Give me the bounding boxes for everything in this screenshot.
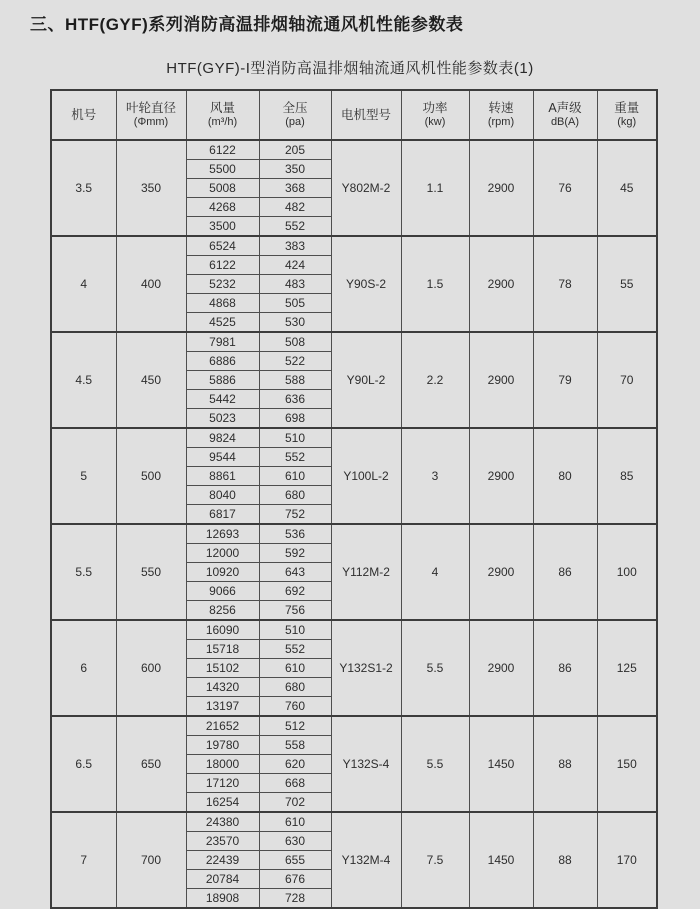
column-header-unit: (rpm) [487,116,515,128]
cell-air-flow: 4268 [186,198,259,217]
cell-air-flow: 4525 [186,313,259,333]
cell-speed: 1450 [469,812,533,908]
cell-air-flow: 6524 [186,236,259,256]
cell-air-flow: 8861 [186,467,259,486]
cell-noise-level: 79 [533,332,597,428]
column-header-label: 叶轮直径 [125,101,176,115]
cell-air-flow: 6817 [186,505,259,525]
cell-air-flow: 9824 [186,428,259,448]
cell-total-pressure: 760 [259,697,331,717]
cell-total-pressure: 483 [259,275,331,294]
cell-total-pressure: 655 [259,851,331,870]
column-header-unit: (pa) [285,116,305,128]
cell-total-pressure: 558 [259,736,331,755]
cell-total-pressure: 680 [259,678,331,697]
column-header-impeller-diameter [116,90,186,140]
cell-air-flow: 15718 [186,640,259,659]
table-row [51,140,657,160]
cell-total-pressure: 610 [259,467,331,486]
cell-noise-level: 86 [533,620,597,716]
cell-power: 3 [401,428,469,524]
cell-air-flow: 24380 [186,812,259,832]
cell-air-flow: 19780 [186,736,259,755]
cell-total-pressure: 522 [259,352,331,371]
table-row [51,428,657,448]
cell-impeller-diameter: 500 [116,428,186,524]
cell-impeller-diameter: 350 [116,140,186,236]
cell-noise-level: 78 [533,236,597,332]
cell-total-pressure: 536 [259,524,331,544]
cell-air-flow: 4868 [186,294,259,313]
cell-total-pressure: 510 [259,428,331,448]
cell-total-pressure: 552 [259,217,331,237]
fan-performance-table [50,89,658,909]
table-row [51,620,657,640]
table-row [51,332,657,352]
column-header-unit: (m³/h) [207,116,238,128]
cell-total-pressure: 636 [259,390,331,409]
cell-air-flow: 6886 [186,352,259,371]
cell-total-pressure: 698 [259,409,331,429]
cell-air-flow: 5023 [186,409,259,429]
cell-total-pressure: 205 [259,140,331,160]
cell-power: 2.2 [401,332,469,428]
table-header [51,90,657,140]
cell-model-no: 4.5 [51,332,116,428]
cell-power: 1.1 [401,140,469,236]
column-header-total-pressure [259,90,331,140]
table-row [51,236,657,256]
cell-weight: 45 [597,140,657,236]
cell-model-no: 7 [51,812,116,908]
table-row [51,716,657,736]
cell-power: 4 [401,524,469,620]
cell-total-pressure: 610 [259,659,331,678]
cell-motor-model: Y132S-4 [331,716,401,812]
cell-air-flow: 8040 [186,486,259,505]
cell-speed: 2900 [469,332,533,428]
column-header-label: 重量 [614,101,640,115]
table-row [51,812,657,832]
cell-weight: 85 [597,428,657,524]
cell-total-pressure: 620 [259,755,331,774]
column-header-unit: (kg) [617,116,637,128]
cell-noise-level: 88 [533,812,597,908]
cell-impeller-diameter: 700 [116,812,186,908]
column-header-air-flow [186,90,259,140]
cell-total-pressure: 702 [259,793,331,813]
column-header-unit: dB(A) [550,116,580,128]
cell-total-pressure: 482 [259,198,331,217]
cell-speed: 2900 [469,428,533,524]
cell-air-flow: 12693 [186,524,259,544]
cell-total-pressure: 552 [259,448,331,467]
cell-total-pressure: 680 [259,486,331,505]
cell-noise-level: 80 [533,428,597,524]
cell-noise-level: 88 [533,716,597,812]
cell-air-flow: 3500 [186,217,259,237]
column-header-label: 电机型号 [340,107,391,122]
cell-air-flow: 23570 [186,832,259,851]
column-header-power [401,90,469,140]
cell-air-flow: 15102 [186,659,259,678]
column-header-label: 机号 [71,107,97,122]
column-header-label: 转速 [488,101,514,115]
cell-speed: 2900 [469,140,533,236]
cell-total-pressure: 424 [259,256,331,275]
cell-air-flow: 10920 [186,563,259,582]
cell-speed: 2900 [469,620,533,716]
cell-air-flow: 21652 [186,716,259,736]
cell-air-flow: 5500 [186,160,259,179]
cell-air-flow: 18000 [186,755,259,774]
cell-total-pressure: 676 [259,870,331,889]
cell-speed: 1450 [469,716,533,812]
column-header-weight [597,90,657,140]
cell-impeller-diameter: 600 [116,620,186,716]
cell-air-flow: 5008 [186,179,259,198]
cell-model-no: 4 [51,236,116,332]
cell-motor-model: Y112M-2 [331,524,401,620]
cell-model-no: 6 [51,620,116,716]
cell-power: 5.5 [401,620,469,716]
cell-air-flow: 13197 [186,697,259,717]
cell-power: 5.5 [401,716,469,812]
cell-air-flow: 5442 [186,390,259,409]
cell-total-pressure: 756 [259,601,331,621]
cell-total-pressure: 512 [259,716,331,736]
cell-motor-model: Y132S1-2 [331,620,401,716]
column-header-unit: (Φmm) [133,116,169,128]
cell-air-flow: 16090 [186,620,259,640]
table-header-row [51,90,657,140]
cell-total-pressure: 610 [259,812,331,832]
cell-total-pressure: 592 [259,544,331,563]
cell-model-no: 5 [51,428,116,524]
cell-total-pressure: 530 [259,313,331,333]
cell-motor-model: Y90L-2 [331,332,401,428]
cell-total-pressure: 728 [259,889,331,909]
cell-model-no: 3.5 [51,140,116,236]
cell-impeller-diameter: 550 [116,524,186,620]
cell-total-pressure: 505 [259,294,331,313]
cell-speed: 2900 [469,236,533,332]
cell-total-pressure: 630 [259,832,331,851]
cell-motor-model: Y132M-4 [331,812,401,908]
cell-air-flow: 12000 [186,544,259,563]
cell-air-flow: 5886 [186,371,259,390]
cell-motor-model: Y90S-2 [331,236,401,332]
page-title: 三、HTF(GYF)系列消防高温排烟轴流通风机性能参数表 [30,15,464,34]
cell-total-pressure: 588 [259,371,331,390]
cell-weight: 170 [597,812,657,908]
cell-air-flow: 7981 [186,332,259,352]
cell-air-flow: 14320 [186,678,259,697]
column-header-speed [469,90,533,140]
cell-total-pressure: 752 [259,505,331,525]
column-header-label: 全压 [282,101,308,115]
cell-model-no: 6.5 [51,716,116,812]
cell-weight: 150 [597,716,657,812]
cell-air-flow: 17120 [186,774,259,793]
cell-total-pressure: 643 [259,563,331,582]
table-row [51,524,657,544]
cell-speed: 2900 [469,524,533,620]
cell-air-flow: 22439 [186,851,259,870]
cell-model-no: 5.5 [51,524,116,620]
cell-air-flow: 18908 [186,889,259,909]
column-header-label: A声级 [548,101,582,115]
table-caption: HTF(GYF)-I型消防高温排烟轴流通风机性能参数表(1) [166,60,534,77]
cell-air-flow: 6122 [186,256,259,275]
column-header-label: 风量 [209,101,235,115]
cell-motor-model: Y100L-2 [331,428,401,524]
column-header-model-no [51,90,116,140]
cell-impeller-diameter: 450 [116,332,186,428]
cell-power: 1.5 [401,236,469,332]
cell-impeller-diameter: 400 [116,236,186,332]
cell-total-pressure: 510 [259,620,331,640]
cell-motor-model: Y802M-2 [331,140,401,236]
column-header-label: 功率 [422,101,448,115]
cell-weight: 125 [597,620,657,716]
cell-total-pressure: 668 [259,774,331,793]
column-header-noise-level [533,90,597,140]
document-page [0,10,700,909]
cell-power: 7.5 [401,812,469,908]
cell-noise-level: 86 [533,524,597,620]
cell-total-pressure: 350 [259,160,331,179]
cell-weight: 100 [597,524,657,620]
cell-total-pressure: 383 [259,236,331,256]
cell-noise-level: 76 [533,140,597,236]
cell-air-flow: 5232 [186,275,259,294]
cell-total-pressure: 508 [259,332,331,352]
cell-air-flow: 6122 [186,140,259,160]
cell-air-flow: 9544 [186,448,259,467]
cell-weight: 55 [597,236,657,332]
cell-air-flow: 9066 [186,582,259,601]
cell-air-flow: 8256 [186,601,259,621]
column-header-unit: (kw) [424,116,446,128]
cell-impeller-diameter: 650 [116,716,186,812]
cell-total-pressure: 368 [259,179,331,198]
column-header-motor-model [331,90,401,140]
cell-total-pressure: 552 [259,640,331,659]
cell-air-flow: 16254 [186,793,259,813]
cell-air-flow: 20784 [186,870,259,889]
table-body [51,140,657,908]
cell-weight: 70 [597,332,657,428]
cell-total-pressure: 692 [259,582,331,601]
